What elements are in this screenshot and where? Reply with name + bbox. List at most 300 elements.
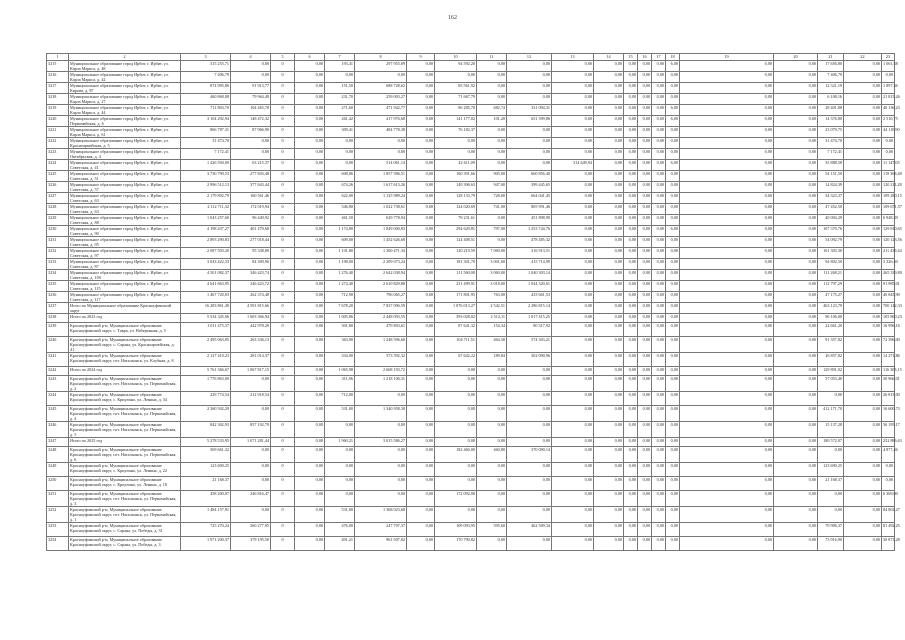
value-cell: 461,50 bbox=[325, 215, 355, 226]
value-cell: 1 253 744,76 bbox=[507, 226, 552, 237]
value-cell: 0,00 bbox=[407, 438, 435, 447]
value-cell: 0,00 bbox=[624, 491, 638, 507]
row-number-cell: 3218 bbox=[47, 94, 69, 105]
value-cell: 346 423,74 bbox=[231, 270, 271, 281]
value-cell: 3 015 586,27 bbox=[355, 438, 407, 447]
value-cell: 0,00 bbox=[638, 281, 652, 292]
row-number-cell: 3242 bbox=[47, 367, 69, 376]
value-cell: 21 815,26 bbox=[882, 94, 895, 105]
address-cell: Красноуфимский р-н, Муниципальное образование Красноуфимский округ, с. Криулино, ул. Ленина, д. 34 bbox=[69, 392, 181, 406]
row-number-cell: 3240 bbox=[47, 337, 69, 353]
value-cell: 0,00 bbox=[477, 94, 507, 105]
value-cell: 44 110,90 bbox=[882, 127, 895, 138]
value-cell: 0,00 bbox=[680, 353, 774, 367]
value-cell: 0,00 bbox=[666, 406, 680, 422]
value-cell: 0,00 bbox=[552, 182, 594, 193]
value-cell: 0,00 bbox=[407, 491, 435, 507]
value-cell: 0,00 bbox=[652, 491, 666, 507]
value-cell: 0,00 bbox=[295, 406, 325, 422]
value-cell: 629 778,94 bbox=[355, 215, 407, 226]
value-cell: 3 326,40 bbox=[882, 259, 895, 270]
value-cell: 905,00 bbox=[477, 171, 507, 182]
value-cell: 0,00 bbox=[231, 507, 271, 523]
value-cell: 0,00 bbox=[355, 72, 407, 83]
value-cell: 0,00 bbox=[666, 323, 680, 337]
value-cell: 0,00 bbox=[666, 477, 680, 491]
value-cell: 1 617 613,26 bbox=[355, 182, 407, 193]
value-cell: 0,00 bbox=[594, 523, 624, 537]
value-cell: 0 bbox=[271, 270, 295, 281]
value-cell: 72 396,00 bbox=[882, 337, 895, 353]
value-cell: 0,00 bbox=[666, 392, 680, 406]
value-cell: 294 629,81 bbox=[435, 226, 477, 237]
value-cell: 1 040 303,14 bbox=[507, 270, 552, 281]
value-cell: 0,00 bbox=[652, 105, 666, 116]
value-cell: 0,00 bbox=[652, 376, 666, 392]
value-cell: 0,00 bbox=[552, 171, 594, 182]
value-cell: 0,00 bbox=[624, 463, 638, 477]
value-cell: 0,00 bbox=[680, 376, 774, 392]
value-cell: 0,00 bbox=[507, 463, 552, 477]
value-cell: 0,00 bbox=[552, 323, 594, 337]
value-cell: 0,00 bbox=[231, 138, 271, 149]
value-cell: 0,00 bbox=[407, 477, 435, 491]
value-cell: 0 bbox=[271, 507, 295, 523]
value-cell: 0,00 bbox=[774, 116, 818, 127]
value-cell: 0,00 bbox=[435, 463, 477, 477]
column-number-22: 22 bbox=[844, 54, 882, 61]
value-cell: 0,00 bbox=[774, 537, 818, 551]
value-cell: 471 942,77 bbox=[355, 105, 407, 116]
value-cell: 2 510,75 bbox=[882, 116, 895, 127]
value-cell: 0,00 bbox=[477, 477, 507, 491]
value-cell: 0,00 bbox=[624, 204, 638, 215]
value-cell: 331 094,31 bbox=[507, 105, 552, 116]
value-cell: 460 868,08 bbox=[181, 94, 231, 105]
value-cell: 514 061,14 bbox=[355, 160, 407, 171]
value-cell: 79 231,61 bbox=[435, 215, 477, 226]
value-cell: 442 978,20 bbox=[231, 323, 271, 337]
value-cell: 0,00 bbox=[594, 537, 624, 551]
value-cell: 1 776 863,00 bbox=[181, 376, 231, 392]
address-cell: Красноуфимский р-н, Муниципальное образование Красноуфимский округ, с. Тавра, ул. Набережная, д. 5 bbox=[69, 323, 181, 337]
table-row bbox=[47, 248, 895, 259]
value-cell: 17 656,80 bbox=[818, 61, 844, 72]
value-cell: 111 268,21 bbox=[818, 270, 844, 281]
value-cell: 0,00 bbox=[652, 61, 666, 72]
value-cell: 171 801,95 bbox=[435, 292, 477, 303]
value-cell: 0,00 bbox=[774, 376, 818, 392]
value-cell: 0,00 bbox=[844, 182, 882, 193]
value-cell: 31 474,70 bbox=[818, 138, 844, 149]
value-cell: 0,00 bbox=[594, 447, 624, 463]
address-cell: Итого по 2023 год bbox=[69, 314, 181, 323]
value-cell: 874 995,86 bbox=[181, 83, 231, 94]
value-cell: 0,00 bbox=[552, 523, 594, 537]
value-cell: 1 005,86 bbox=[325, 314, 355, 323]
value-cell: 0,00 bbox=[818, 447, 844, 463]
value-cell: 0,00 bbox=[844, 523, 882, 537]
value-cell: 0,00 bbox=[407, 314, 435, 323]
value-cell: 0,00 bbox=[680, 303, 774, 314]
value-cell: 711 803,70 bbox=[181, 105, 231, 116]
value-cell: 0,00 bbox=[231, 376, 271, 392]
table-row bbox=[47, 406, 895, 422]
value-cell: 28 401,88 bbox=[818, 105, 844, 116]
table-row bbox=[47, 292, 895, 303]
value-cell: 0,00 bbox=[552, 72, 594, 83]
table-row bbox=[47, 237, 895, 248]
value-cell: 0,00 bbox=[666, 337, 680, 353]
value-cell: 229 774,54 bbox=[181, 392, 231, 406]
table-row bbox=[47, 523, 895, 537]
value-cell: 1 897,36 bbox=[882, 83, 895, 94]
value-cell: 0,00 bbox=[407, 237, 435, 248]
value-cell: 0,00 bbox=[295, 248, 325, 259]
value-cell: 0,00 bbox=[325, 463, 355, 477]
value-cell: 0,00 bbox=[774, 138, 818, 149]
value-cell: 0 bbox=[271, 447, 295, 463]
value-cell: 0,00 bbox=[507, 422, 552, 438]
value-cell: 0,00 bbox=[652, 392, 666, 406]
value-cell: 36 195,17 bbox=[882, 422, 895, 438]
value-cell: 0,00 bbox=[407, 204, 435, 215]
row-number-cell: 3239 bbox=[47, 323, 69, 337]
value-cell: 0,00 bbox=[638, 406, 652, 422]
value-cell: 0,00 bbox=[355, 447, 407, 463]
table-row bbox=[47, 303, 895, 314]
value-cell: 0,00 bbox=[477, 392, 507, 406]
value-cell: 261,42 bbox=[325, 116, 355, 127]
value-cell: 0,00 bbox=[680, 116, 774, 127]
value-cell: 87 966,90 bbox=[231, 127, 271, 138]
value-cell: 0,00 bbox=[552, 314, 594, 323]
value-cell: 0,00 bbox=[325, 447, 355, 463]
value-cell: 0,00 bbox=[295, 323, 325, 337]
page-number: 162 bbox=[448, 15, 457, 21]
capital-repair-table bbox=[46, 53, 902, 551]
address-cell: Муниципальное образование город Ирбит, г. Ирбит, ул. Кирова, д. 87 bbox=[69, 83, 181, 94]
value-cell: 2 512,11 bbox=[477, 314, 507, 323]
table-row bbox=[47, 367, 895, 376]
column-number-1: 1 bbox=[47, 54, 69, 61]
value-cell: 107 370,76 bbox=[818, 226, 844, 237]
value-cell: 0,00 bbox=[818, 491, 844, 507]
value-cell: 0,00 bbox=[507, 392, 552, 406]
table-row bbox=[47, 477, 895, 491]
value-cell: 0,00 bbox=[624, 259, 638, 270]
value-cell: 1 043 257,60 bbox=[181, 215, 231, 226]
value-cell: 0,00 bbox=[844, 491, 882, 507]
column-number-7: 7 bbox=[325, 54, 355, 61]
value-cell: 0,00 bbox=[680, 463, 774, 477]
address-cell: Муниципальное образование город Ирбит, г. Ирбит, ул. Советская, д. 117 bbox=[69, 292, 181, 303]
value-cell: 0,00 bbox=[552, 477, 594, 491]
value-cell: 0,00 bbox=[552, 83, 594, 94]
value-cell: 370 090,14 bbox=[507, 447, 552, 463]
value-cell: 0,00 bbox=[844, 303, 882, 314]
value-cell: 0,00 bbox=[295, 376, 325, 392]
table-row bbox=[47, 72, 895, 83]
value-cell: 479 803,61 bbox=[355, 323, 407, 337]
row-number-cell: 3236 bbox=[47, 292, 69, 303]
value-cell: 0,00 bbox=[507, 72, 552, 83]
address-cell: Муниципальное образование город Ирбит, г. Ирбит, ул. Советская, д. 63 bbox=[69, 193, 181, 204]
value-cell: 0,00 bbox=[507, 94, 552, 105]
value-cell: 0,00 bbox=[652, 367, 666, 376]
value-cell: 0,00 bbox=[295, 83, 325, 94]
address-cell: Муниципальное образование город Ирбит, г. Ирбит, ул. Красноармейская, д. 5 bbox=[69, 138, 181, 149]
value-cell: 181 301,70 bbox=[435, 259, 477, 270]
value-cell: 0,00 bbox=[844, 259, 882, 270]
value-cell: 0,00 bbox=[624, 105, 638, 116]
value-cell: 741,00 bbox=[477, 204, 507, 215]
value-cell: 0,00 bbox=[774, 72, 818, 83]
table-row bbox=[47, 281, 895, 292]
value-cell: 0,00 bbox=[652, 270, 666, 281]
value-cell: 0,00 bbox=[594, 83, 624, 94]
value-cell: 212 918,54 bbox=[231, 392, 271, 406]
value-cell: 0,00 bbox=[624, 353, 638, 367]
value-cell: 947,00 bbox=[477, 182, 507, 193]
value-cell: 0,00 bbox=[844, 127, 882, 138]
value-cell: 0,00 bbox=[844, 376, 882, 392]
value-cell: 0,00 bbox=[652, 83, 666, 94]
value-cell: 0,00 bbox=[407, 281, 435, 292]
column-number-8: 8 bbox=[355, 54, 407, 61]
value-cell: 7 069,00 bbox=[477, 248, 507, 259]
value-cell: 0,00 bbox=[652, 281, 666, 292]
value-cell: 0,00 bbox=[325, 422, 355, 438]
value-cell: 0,00 bbox=[435, 422, 477, 438]
value-cell: 0,00 bbox=[774, 226, 818, 237]
value-cell: 16 283 861,49 bbox=[181, 303, 231, 314]
table-row bbox=[47, 259, 895, 270]
value-cell: 0,00 bbox=[774, 292, 818, 303]
value-cell: 0,00 bbox=[666, 376, 680, 392]
value-cell: 0,00 bbox=[638, 72, 652, 83]
value-cell: 31 474,70 bbox=[181, 138, 231, 149]
value-cell: 857 192,79 bbox=[231, 422, 271, 438]
value-cell: 0,00 bbox=[652, 237, 666, 248]
value-cell: 0,00 bbox=[435, 72, 477, 83]
value-cell: 0,00 bbox=[652, 477, 666, 491]
value-cell: 1 603 366,94 bbox=[231, 314, 271, 323]
value-cell: 0,00 bbox=[594, 160, 624, 171]
value-cell: 0,00 bbox=[680, 477, 774, 491]
value-cell: 0,00 bbox=[638, 303, 652, 314]
table-row bbox=[47, 204, 895, 215]
value-cell: 6,00 bbox=[666, 160, 680, 171]
value-cell: 0,00 bbox=[638, 507, 652, 523]
value-cell: 0,00 bbox=[477, 149, 507, 160]
value-cell: 6 369,00 bbox=[882, 491, 895, 507]
value-cell: 35 888,58 bbox=[818, 160, 844, 171]
value-cell: 1 484 157,91 bbox=[181, 507, 231, 523]
value-cell: 0,00 bbox=[638, 160, 652, 171]
value-cell: 259 003,27 bbox=[355, 94, 407, 105]
value-cell: 231 499,91 bbox=[435, 281, 477, 292]
value-cell: 0 bbox=[271, 337, 295, 353]
column-number-5: 5 bbox=[271, 54, 295, 61]
value-cell: 0,00 bbox=[666, 367, 680, 376]
value-cell: 0,00 bbox=[844, 61, 882, 72]
value-cell: 0,00 bbox=[407, 447, 435, 463]
column-number-15: 15 bbox=[624, 54, 638, 61]
value-cell: 5 278 533,95 bbox=[181, 438, 231, 447]
value-cell: 0,00 bbox=[435, 406, 477, 422]
value-cell: 0,00 bbox=[680, 270, 774, 281]
address-cell: Красноуфимский р-н, Муниципальное образование Красноуфимский округ, с. Сарана, ул. Красноармейская, д. 41 bbox=[69, 337, 181, 353]
column-number-17: 17 bbox=[652, 54, 666, 61]
value-cell: 316 913,51 bbox=[507, 248, 552, 259]
value-cell: 0,00 bbox=[666, 353, 680, 367]
row-number-cell: 3227 bbox=[47, 193, 69, 204]
column-number-18: 18 bbox=[666, 54, 680, 61]
value-cell: 0,00 bbox=[552, 422, 594, 438]
value-cell: 0,00 bbox=[407, 171, 435, 182]
value-cell: 2 360 502,29 bbox=[181, 406, 231, 422]
value-cell: 0,00 bbox=[652, 314, 666, 323]
column-number-3: 3 bbox=[181, 54, 231, 61]
value-cell: 0,00 bbox=[407, 406, 435, 422]
value-cell: 0,00 bbox=[666, 193, 680, 204]
table-row bbox=[47, 182, 895, 193]
row-number-cell: 3241 bbox=[47, 353, 69, 367]
value-cell: 109 671,57 bbox=[882, 204, 895, 215]
value-cell: 0,00 bbox=[407, 292, 435, 303]
row-number-cell: 3232 bbox=[47, 248, 69, 259]
value-cell: 0,00 bbox=[624, 72, 638, 83]
value-cell: 417 976,68 bbox=[355, 116, 407, 127]
value-cell: 0,00 bbox=[231, 447, 271, 463]
value-cell: 263 336,13 bbox=[231, 337, 271, 353]
value-cell: 0,00 bbox=[774, 367, 818, 376]
value-cell: 7 172,41 bbox=[181, 149, 231, 160]
value-cell: 1 017 415,25 bbox=[507, 314, 552, 323]
value-cell: 6,00 bbox=[666, 61, 680, 72]
row-number-cell: 3222 bbox=[47, 138, 69, 149]
value-cell: 16 600,73 bbox=[882, 406, 895, 422]
value-cell: 0,00 bbox=[652, 523, 666, 537]
value-cell: 120 211,28 bbox=[882, 182, 895, 193]
value-cell: 0,00 bbox=[594, 105, 624, 116]
value-cell: 1 971 200,37 bbox=[181, 537, 231, 551]
value-cell: 0,00 bbox=[652, 160, 666, 171]
value-cell: 0 bbox=[271, 259, 295, 270]
value-cell: 0,00 bbox=[295, 438, 325, 447]
value-cell: 0,00 bbox=[477, 367, 507, 376]
value-cell: 0 bbox=[271, 323, 295, 337]
row-number-cell: 3244 bbox=[47, 392, 69, 406]
value-cell: 0,00 bbox=[680, 83, 774, 94]
value-cell: 0,00 bbox=[407, 523, 435, 537]
value-cell: 0,00 bbox=[638, 422, 652, 438]
table-row bbox=[47, 537, 895, 551]
value-cell: 0,00 bbox=[652, 292, 666, 303]
value-cell: 0,00 bbox=[774, 248, 818, 259]
value-cell: 0,00 bbox=[652, 447, 666, 463]
column-number-10: 10 bbox=[435, 54, 477, 61]
value-cell: 0,00 bbox=[552, 259, 594, 270]
value-cell: 120 123,56 bbox=[882, 237, 895, 248]
value-cell: 151,50 bbox=[325, 83, 355, 94]
value-cell: 574 303,21 bbox=[507, 337, 552, 353]
value-cell: 0,00 bbox=[844, 447, 882, 463]
value-cell: 360 277,95 bbox=[231, 523, 271, 537]
value-cell: 0,00 bbox=[624, 193, 638, 204]
value-cell: 0 bbox=[271, 116, 295, 127]
value-cell: 0,00 bbox=[680, 204, 774, 215]
value-cell: 0,00 bbox=[295, 281, 325, 292]
value-cell: 0,00 bbox=[774, 337, 818, 353]
value-cell: 193,41 bbox=[325, 61, 355, 72]
value-cell: 0 bbox=[271, 237, 295, 248]
value-cell: 1 300 471,34 bbox=[355, 248, 407, 259]
value-cell: 0,00 bbox=[652, 537, 666, 551]
value-cell: 0,00 bbox=[680, 72, 774, 83]
value-cell: 0,00 bbox=[552, 105, 594, 116]
value-cell: 0,00 bbox=[844, 270, 882, 281]
value-cell: 0,00 bbox=[652, 507, 666, 523]
value-cell: 0,00 bbox=[652, 149, 666, 160]
value-cell: 0,00 bbox=[624, 226, 638, 237]
value-cell: 1 276,40 bbox=[325, 270, 355, 281]
address-cell: Муниципальное образование город Ирбит, г. Ирбит, ул. Советская, д. 90 bbox=[69, 226, 181, 237]
value-cell: 0 bbox=[271, 367, 295, 376]
value-cell: 0,00 bbox=[638, 193, 652, 204]
value-cell: 0,00 bbox=[594, 116, 624, 127]
value-cell: 3 069,00 bbox=[477, 270, 507, 281]
value-cell: 0,00 bbox=[624, 537, 638, 551]
value-cell: 0 bbox=[271, 438, 295, 447]
value-cell: 0,00 bbox=[638, 477, 652, 491]
value-cell: 0 bbox=[271, 182, 295, 193]
value-cell: 112 797,29 bbox=[818, 281, 844, 292]
column-number-13: 13 bbox=[552, 54, 594, 61]
value-cell: 14 271,86 bbox=[882, 353, 895, 367]
value-cell: 0,00 bbox=[295, 237, 325, 248]
value-cell: 0,00 bbox=[552, 149, 594, 160]
value-cell: 0,00 bbox=[638, 314, 652, 323]
value-cell: 0,00 bbox=[638, 438, 652, 447]
value-cell: 96 449,92 bbox=[231, 215, 271, 226]
value-cell: 0,00 bbox=[652, 94, 666, 105]
value-cell: 0,00 bbox=[624, 406, 638, 422]
value-cell: 1 340 958,30 bbox=[355, 406, 407, 422]
value-cell: 0,00 bbox=[355, 392, 407, 406]
value-cell: 91 913,77 bbox=[231, 83, 271, 94]
value-cell: 0,00 bbox=[594, 259, 624, 270]
value-cell: 0 bbox=[271, 83, 295, 94]
value-cell: 0,00 bbox=[638, 171, 652, 182]
value-cell: 14 376,80 bbox=[818, 116, 844, 127]
value-cell: 0,00 bbox=[295, 270, 325, 281]
value-cell: 0 bbox=[271, 314, 295, 323]
value-cell: 26 857,82 bbox=[818, 353, 844, 367]
value-cell: 0,00 bbox=[666, 281, 680, 292]
address-cell: Красноуфимский р-н, Муниципальное образование Красноуфимский округ, с. Сарана, ул. Победы, д. 3 bbox=[69, 537, 181, 551]
value-cell: 0,00 bbox=[435, 367, 477, 376]
value-cell: 7 678,20 bbox=[325, 303, 355, 314]
value-cell: 491,21 bbox=[325, 537, 355, 551]
value-cell: 0,00 bbox=[638, 259, 652, 270]
value-cell: 160 561,46 bbox=[231, 193, 271, 204]
value-cell: 0 bbox=[271, 392, 295, 406]
value-cell: 0,00 bbox=[666, 270, 680, 281]
value-cell: 0,00 bbox=[666, 491, 680, 507]
value-cell: 57 053,40 bbox=[818, 376, 844, 392]
